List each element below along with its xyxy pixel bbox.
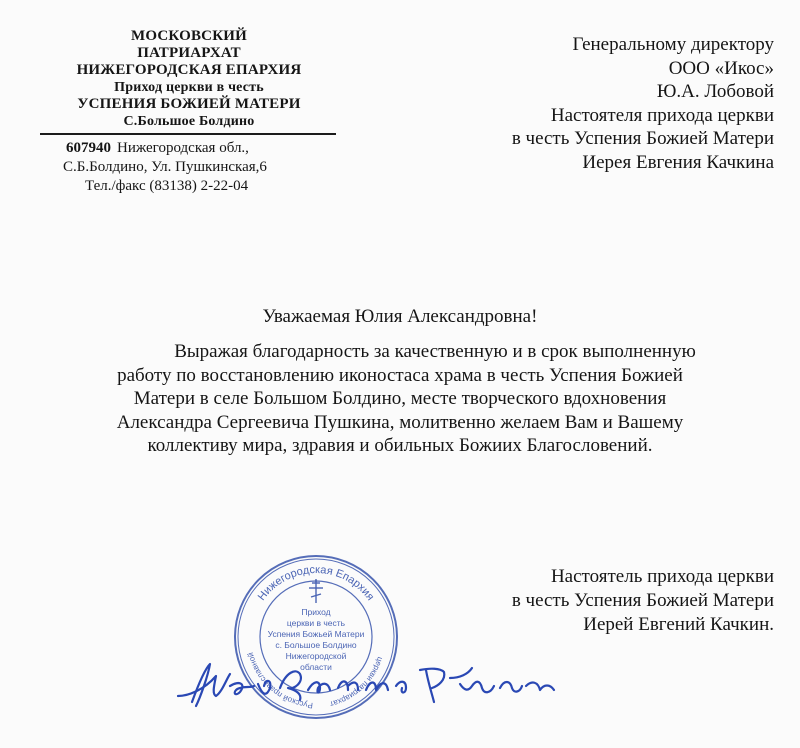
- postcode: 607940: [66, 140, 111, 156]
- addressee-line-1: Генеральному директору: [572, 34, 774, 55]
- body-line-5: коллективу мира, здравия и обильных Божиих Благословений.: [147, 435, 653, 456]
- addressee-line-6: Иерея Евгения Качкина: [582, 151, 774, 173]
- body-line-3: Матери в селе Большом Болдино, месте творческого вдохновения: [133, 388, 667, 409]
- stamp-center-1: Приход: [301, 607, 331, 617]
- body-line-2: работу по восстановлению иконостаса храма в честь Успения Божией: [117, 364, 683, 386]
- orthodox-cross-icon: [309, 579, 323, 603]
- body-line-4: Александра Сергеевича Пушкина, молитвенно желаем Вам и Вашему: [116, 411, 684, 433]
- letterhead-line-1: МОСКОВСКИЙ: [130, 28, 248, 44]
- signature-line-1: Настоятель прихода церкви: [550, 566, 774, 587]
- stamp-ring-right: церкви патриархат: [328, 655, 385, 709]
- addressee-line-2: ООО «Икос»: [668, 57, 774, 79]
- signature-line-3: Иерей Евгений Качкин.: [583, 614, 774, 635]
- letter-body: [25, 340, 775, 458]
- addressee-line-4: Настоятеля прихода церкви: [550, 104, 774, 126]
- addressee-block: [354, 33, 774, 174]
- letterhead-phone: Тел./факс (83138) 2-22-04: [85, 178, 249, 194]
- body-line-1-text: Выражая благодарность за качественную и в срок выполненную: [174, 341, 696, 362]
- stamp-center-4: с. Большое Болдино: [275, 640, 357, 650]
- stamp-center-2: церкви в честь: [286, 618, 346, 628]
- signature-block: [354, 565, 774, 637]
- letterhead-address-2: С.Б.Болдино, Ул. Пушкинская,6: [63, 159, 267, 175]
- letterhead-line-5: УСПЕНИЯ БОЖИЕЙ МАТЕРИ: [77, 96, 301, 112]
- letterhead-line-4: Приход церкви в честь: [114, 80, 264, 95]
- signature-line-2: в честь Успения Божией Матери: [511, 590, 774, 611]
- letterhead-divider: [40, 133, 336, 135]
- greeting: Уважаемая Юлия Александровна!: [262, 306, 538, 327]
- letterhead-line-6: С.Большое Болдино: [123, 114, 255, 129]
- addressee-line-3: Ю.А. Лобовой: [656, 81, 774, 102]
- letterhead: [40, 28, 338, 196]
- stamp-center-3: Успения Божьей Матери: [267, 629, 365, 639]
- stamp-ring-top: Нижегородская Епархия: [255, 563, 377, 603]
- stamp-center-5: Нижегородской: [285, 651, 347, 661]
- stamp-center-6: области: [300, 662, 332, 672]
- stamp-ring-left: Русской православной: [245, 651, 314, 710]
- address-region: Нижегородская обл.,: [117, 140, 249, 156]
- letterhead-address-1: [40, 139, 338, 158]
- handwritten-signature: [170, 650, 570, 720]
- letterhead-line-2: ПАТРИАРХАТ: [137, 45, 241, 61]
- addressee-line-5: в честь Успения Божией Матери: [511, 128, 774, 149]
- body-line-1: [25, 340, 775, 364]
- letterhead-line-3: НИЖЕГОРОДСКАЯ ЕПАРХИЯ: [76, 62, 302, 78]
